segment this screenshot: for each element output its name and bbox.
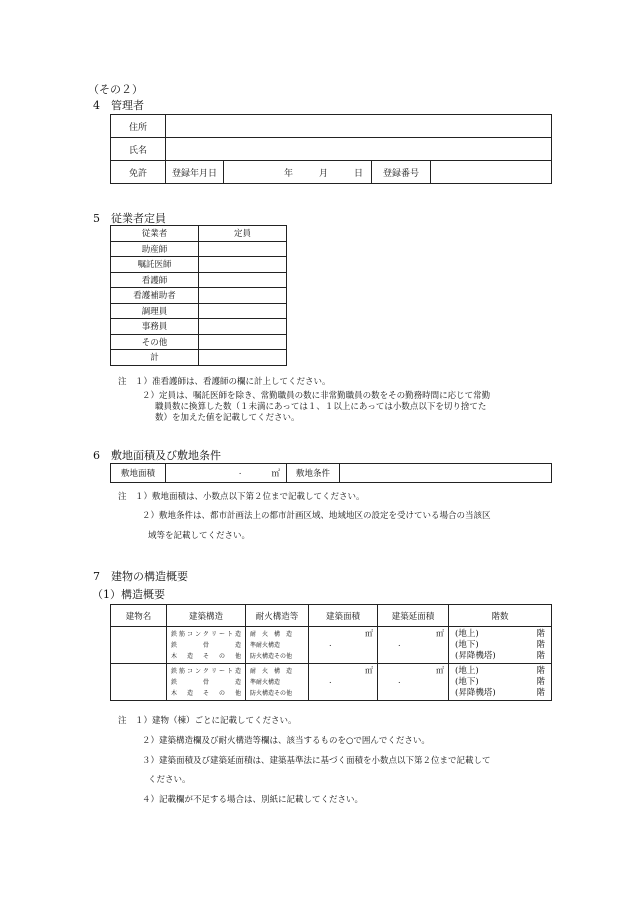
quota-field[interactable] xyxy=(199,303,287,319)
structure-option[interactable]: 鉄 骨 造 xyxy=(171,678,241,686)
fire-option[interactable]: 防火構造その他 xyxy=(250,689,293,697)
floor-unit: 階 xyxy=(536,628,545,639)
fire-option[interactable]: 準耐火構造 xyxy=(250,641,281,649)
year-label: 年 xyxy=(283,168,293,179)
staff-row-total-label: 計 xyxy=(111,350,199,366)
floor-unit: 階 xyxy=(536,687,545,698)
section-5-title: 5 従業者定員 xyxy=(93,212,166,225)
decimal-point: . xyxy=(329,639,332,648)
staff-row-label: 嘱託医師 xyxy=(111,257,199,273)
floor-above-label: (地上) xyxy=(455,665,479,676)
s7-note-2: ２）建築構造欄及び耐火構造等欄は、該当するものを○で囲んでください。 xyxy=(142,736,430,746)
fire-options[interactable] xyxy=(246,664,309,701)
s7-note-3-cont: ください。 xyxy=(148,775,191,785)
name-label: 氏名 xyxy=(111,138,166,161)
structure-options[interactable] xyxy=(167,664,246,701)
day-label: 日 xyxy=(353,168,363,179)
structure-option[interactable]: 鉄筋コンクリート造 xyxy=(171,630,241,638)
part-label: （その２） xyxy=(88,83,143,96)
site-area-label: 敷地面積 xyxy=(111,464,166,483)
reg-no-field[interactable] xyxy=(431,161,552,184)
area-unit: ㎡ xyxy=(271,469,280,479)
area-unit: ㎡ xyxy=(365,629,373,638)
fire-option[interactable]: 防火構造その他 xyxy=(250,652,293,660)
area-unit: ㎡ xyxy=(436,629,444,638)
s5-note-2-cont: 数）を加えた値を記載してください。 xyxy=(155,413,300,423)
reg-no-label: 登録番号 xyxy=(372,161,431,184)
floors-field[interactable] xyxy=(449,664,552,701)
floor-below-label: (地下) xyxy=(455,676,479,687)
total-floor-area-field[interactable] xyxy=(378,627,449,664)
area-unit: ㎡ xyxy=(436,666,444,675)
site-area-field[interactable] xyxy=(166,464,287,483)
staff-table xyxy=(110,225,287,366)
s5-note-2: ２）定員は、嘱託医師を除き、常勤職員の数に非常勤職員の数をその勤務時間に応じて常勤 xyxy=(142,391,491,401)
floor-above-label: (地上) xyxy=(455,628,479,639)
floors-field[interactable] xyxy=(449,627,552,664)
address-label: 住所 xyxy=(111,115,166,138)
building-area-field[interactable] xyxy=(309,664,378,701)
site-table xyxy=(110,463,552,483)
staff-row-label: 看護師 xyxy=(111,272,199,288)
fire-option[interactable]: 耐 火 構 造 xyxy=(250,630,293,638)
total-floor-area-field[interactable] xyxy=(378,664,449,701)
section-7-title: 7 建物の構造概要 xyxy=(93,570,188,583)
structure-option[interactable]: 鉄筋コンクリート造 xyxy=(171,667,241,675)
floor-unit: 階 xyxy=(536,665,545,676)
structure-option[interactable]: 鉄 骨 造 xyxy=(171,641,241,649)
staff-row-label: 調理員 xyxy=(111,303,199,319)
decimal-point: . xyxy=(398,676,401,685)
structure-options[interactable] xyxy=(167,627,246,664)
s6-note-2: ２）敷地条件は、都市計画法上の都市計画区域、地域地区の設定を受けている場合の当該区 xyxy=(142,511,491,521)
col-quota: 定員 xyxy=(199,226,287,242)
staff-row-label: 事務員 xyxy=(111,319,199,335)
s5-note-1: 注 １）准看護師は、看護師の欄に計上してください。 xyxy=(118,377,331,387)
fire-option[interactable]: 準耐火構造 xyxy=(250,678,281,686)
quota-total-field[interactable] xyxy=(199,350,287,366)
col-fire-structure: 耐火構造等 xyxy=(246,605,309,627)
quota-field[interactable] xyxy=(199,257,287,273)
quota-field[interactable] xyxy=(199,334,287,350)
building-name-field[interactable] xyxy=(111,627,167,664)
month-label: 月 xyxy=(318,168,328,179)
floor-unit: 階 xyxy=(536,639,545,650)
floor-unit: 階 xyxy=(536,676,545,687)
license-label: 免許 xyxy=(111,161,166,184)
structure-option[interactable]: 木 造 そ の 他 xyxy=(171,652,241,660)
col-building-name: 建物名 xyxy=(111,605,167,627)
col-staff-type: 従業者 xyxy=(111,226,199,242)
structure-option[interactable]: 木 造 そ の 他 xyxy=(171,689,241,697)
col-floors: 階数 xyxy=(449,605,552,627)
reg-date-field[interactable] xyxy=(224,161,372,184)
floor-penthouse-label: (昇降機塔) xyxy=(455,687,496,698)
section-4-title: 4 管理者 xyxy=(93,99,144,112)
quota-field[interactable] xyxy=(199,288,287,304)
decimal-point: . xyxy=(398,639,401,648)
s5-note-2-cont: 職員数に換算した数（１未満にあっては１、１以上にあっては小数点以下を切り捨てた xyxy=(155,402,487,412)
floor-below-label: (地下) xyxy=(455,639,479,650)
s7-note-3: ３）建築面積及び建築延面積は、建築基準法に基づく面積を小数点以下第２位まで記載して xyxy=(142,756,491,766)
staff-row-label: 助産師 xyxy=(111,241,199,257)
col-building-area: 建築面積 xyxy=(309,605,378,627)
building-name-field[interactable] xyxy=(111,664,167,701)
area-unit: ㎡ xyxy=(365,666,373,675)
s7-note-4: ４）記載欄が不足する場合は、別紙に記載してください。 xyxy=(142,795,364,805)
fire-option[interactable]: 耐 火 構 造 xyxy=(250,667,293,675)
site-cond-field[interactable] xyxy=(340,464,552,483)
s6-note-1: 注 １）敷地面積は、小数点以下第２位まで記載してください。 xyxy=(118,492,365,502)
quota-field[interactable] xyxy=(199,319,287,335)
building-table xyxy=(110,604,552,701)
fire-options[interactable] xyxy=(246,627,309,664)
section-7-subtitle: （1）構造概要 xyxy=(92,588,165,601)
floor-penthouse-label: (昇降機塔) xyxy=(455,650,496,661)
decimal-point: . xyxy=(329,676,332,685)
section-6-title: 6 敷地面積及び敷地条件 xyxy=(93,449,221,462)
staff-row-label: その他 xyxy=(111,334,199,350)
building-area-field[interactable] xyxy=(309,627,378,664)
col-total-floor-area: 建築延面積 xyxy=(378,605,449,627)
col-structure: 建築構造 xyxy=(167,605,246,627)
quota-field[interactable] xyxy=(199,241,287,257)
s6-note-2-cont: 域等を記載してください。 xyxy=(148,531,251,541)
staff-row-label: 看護補助者 xyxy=(111,288,199,304)
floor-unit: 階 xyxy=(536,650,545,661)
quota-field[interactable] xyxy=(199,272,287,288)
name-field[interactable] xyxy=(166,138,552,161)
address-field[interactable] xyxy=(166,115,552,138)
decimal-point: . xyxy=(238,467,242,477)
reg-date-label: 登録年月日 xyxy=(166,161,224,184)
manager-table xyxy=(110,114,552,184)
site-cond-label: 敷地条件 xyxy=(287,464,340,483)
s7-note-1: 注 １）建物（棟）ごとに記載してください。 xyxy=(118,716,297,726)
